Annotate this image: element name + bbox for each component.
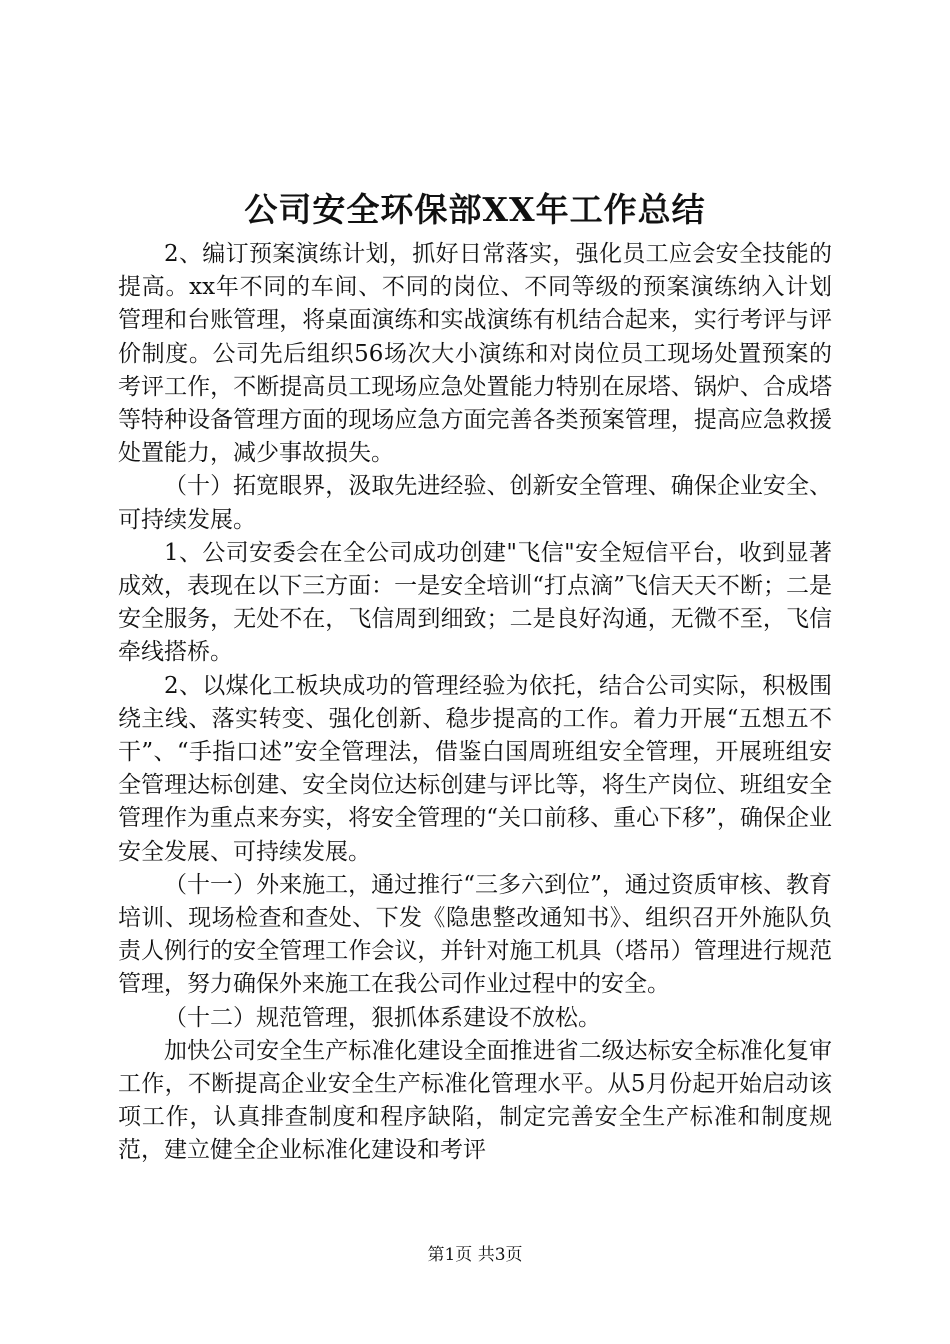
page-footer: 第1页 共3页	[427, 1245, 523, 1265]
paragraph-6: （十二）规范管理，狠抓体系建设不放松。	[164, 1004, 601, 1031]
paragraph-1: 2、编订预案演练计划，抓好日常落实，强化员工应会安全技能的提高。xx年不同的车间、不同的岗位、不同等级的预案演练纳入计划管理和台账管理，将桌面演练和实战演练有机结合起来，实行考评与评价制度。公司先后组织56场次大小演练和对岗位员工现场处置预案的考评工作，不断提高员工现场应急处置能力特别在尿塔、锅炉、合成塔等特种设备管理方面的现场应急方面完善各类预案管理，提高应急救援处置能力，减少事故损失。	[118, 241, 832, 467]
paragraph-2: （十）拓宽眼界，汲取先进经验、创新安全管理、确保企业安全、可持续发展。	[118, 473, 832, 533]
document-body	[118, 238, 832, 1168]
paragraph-5: （十一）外来施工，通过推行“三多六到位”，通过资质审核、教育培训、现场检查和查处、下发《隐患整改通知书》、组织召开外施队负责人例行的安全管理工作会议，并针对施工机具（塔吊）管理进行规范管理，努力确保外来施工在我公司作业过程中的安全。	[118, 871, 832, 998]
paragraph-4: 2、以煤化工板块成功的管理经验为依托，结合公司实际，积极围绕主线、落实转变、强化创新、稳步提高的工作。着力开展“五想五不干”、“手指口述”安全管理法，借鉴白国周班组安全管理，开展班组安全管理达标创建、安全岗位达标创建与评比等，将生产岗位、班组安全管理作为重点来夯实，将安全管理的“关口前移、重心下移”，确保企业安全发展、可持续发展。	[118, 672, 832, 865]
paragraph-7: 加快公司安全生产标准化建设全面推进省二级达标安全标准化复审工作，不断提高企业安全生产标准化管理水平。从5月份起开始启动该项工作，认真排查制度和程序缺陷，制定完善安全生产标准和制度规范，建立健全企业标准化建设和考评	[118, 1037, 832, 1164]
paragraph-3: 1、公司安委会在全公司成功创建"飞信"安全短信平台，收到显著成效，表现在以下三方面：一是安全培训“打点滴”飞信天天不断；二是安全服务，无处不在，飞信周到细致；二是良好沟通，无微不至，飞信牵线搭桥。	[118, 539, 832, 666]
document-title: 公司安全环保部XX年工作总结	[244, 190, 706, 229]
